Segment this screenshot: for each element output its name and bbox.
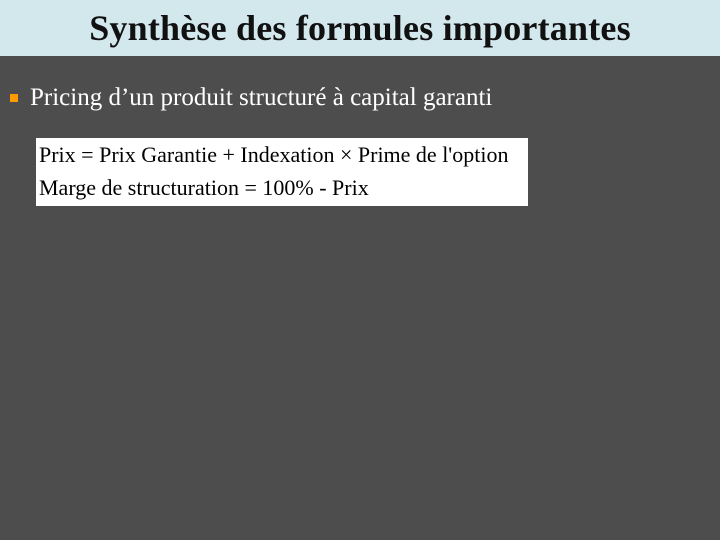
bullet-text: Pricing d’un produit structuré à capital garanti: [30, 84, 493, 111]
formula-price: Prix = Prix Garantie + Indexation × Prime de l'option: [39, 142, 509, 167]
bullet-item: [10, 84, 492, 112]
square-bullet-icon: [10, 94, 18, 102]
formula-margin: Marge de structuration = 100% - Prix: [39, 175, 369, 200]
title-bar: [0, 0, 720, 56]
formula-box: [36, 138, 528, 206]
slide-title: Synthèse des formules importantes: [89, 8, 631, 48]
